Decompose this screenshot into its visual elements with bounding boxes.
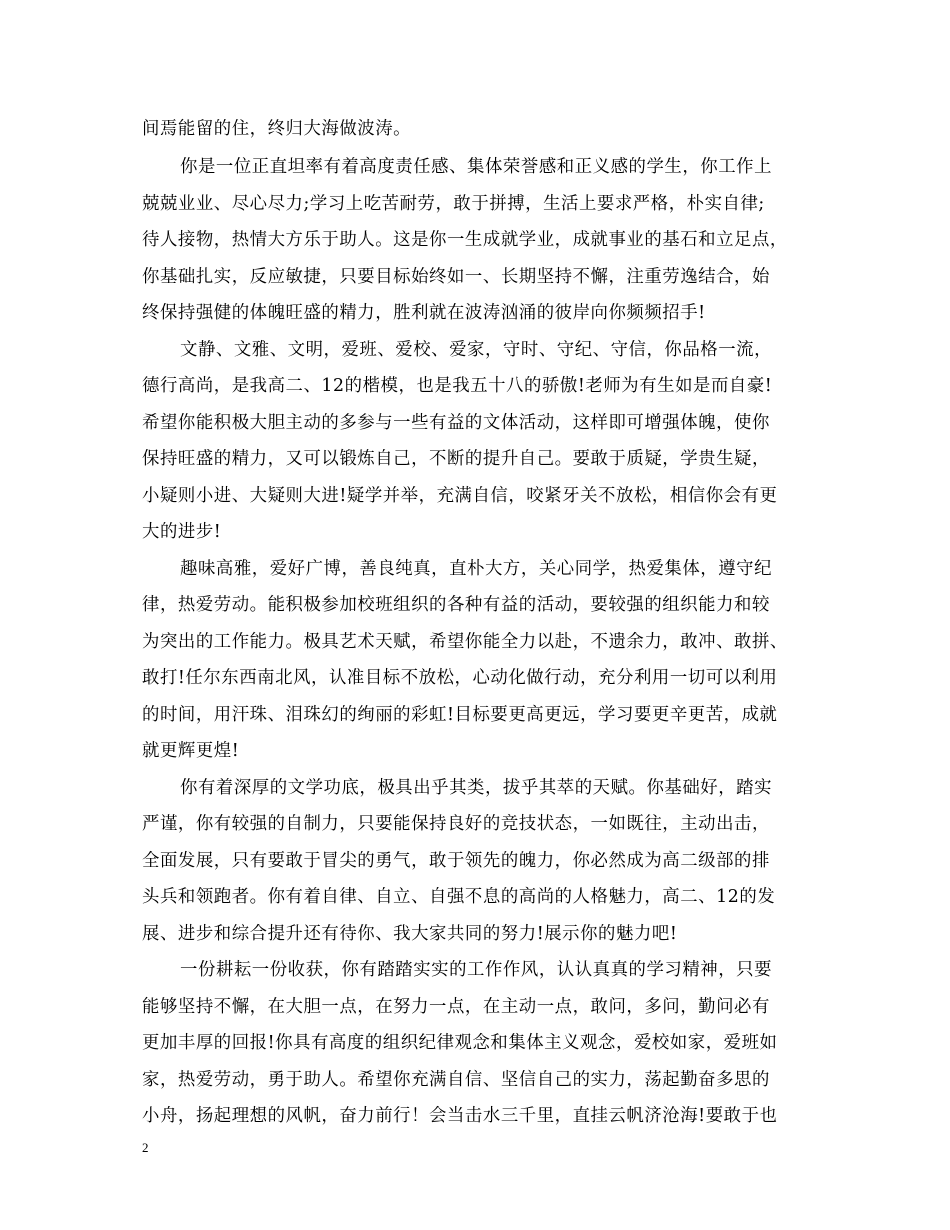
text-line: 家，热爱劳动，勇于助人。希望你充满自信、坚信自己的实力，荡起勤奋多思的	[142, 1070, 770, 1090]
paragraph-start-line: 趣味高雅，爱好广博，善良纯真，直朴大方，关心同学，热爱集体，遵守纪	[180, 559, 773, 579]
text-line: 全面发展，只有要敢于冒尖的勇气，敢于领先的魄力，你必然成为高二级部的排	[142, 851, 770, 871]
paragraph-start-line: 你有着深厚的文学功底，极具出乎其类，拔乎其萃的天赋。你基础好，踏实	[180, 778, 773, 798]
text-line: 德行高尚，是我高二、12的楷模，也是我五十八的骄傲!老师为有生如是而自豪!	[142, 376, 773, 396]
paragraph-start-line: 一份耕耘一份收获，你有踏踏实实的工作作风，认认真真的学习精神，只要	[180, 960, 773, 980]
text-line: 就更辉更煌!	[142, 741, 240, 761]
text-line: 律，热爱劳动。能积极参加校班组织的各种有益的活动，要较强的组织能力和较	[142, 595, 770, 615]
text-line: 展、进步和综合提升还有待你、我大家共同的努力!展示你的魅力吧!	[142, 924, 678, 944]
text-line: 严谨，你有较强的自制力，只要能保持良好的竞技状态，一如既往，主动出击，	[142, 814, 770, 834]
text-line: 兢兢业业、尽心尽力;学习上吃苦耐劳，敢于拼搏，生活上要求严格，朴实自律;	[142, 194, 765, 214]
text-line: 敢打!任尔东西南北风，认准目标不放松，心动化做行动，充分利用一切可以利用	[142, 668, 778, 688]
text-line: 更加丰厚的回报!你具有高度的组织纪律观念和集体主义观念，爱校如家，爱班如	[142, 1033, 778, 1053]
text-line: 小疑则小进、大疑则大进!疑学并举，充满自信，咬紧牙关不放松，相信你会有更	[142, 486, 778, 506]
text-line: 间焉能留的住，终归大海做波涛。	[142, 119, 412, 139]
text-line: 终保持强健的体魄旺盛的精力，胜利就在波涛汹涌的彼岸向你频频招手!	[142, 303, 706, 323]
text-line: 待人接物，热情大方乐于助人。这是你一生成就学业，成就事业的基石和立足点，	[142, 230, 788, 250]
text-line: 头兵和领跑者。你有着自律、自立、自强不息的高尚的人格魅力，高二、12的发	[142, 887, 776, 907]
paragraph-start-line: 文静、文雅、文明，爱班、爱校、爱家，守时、守纪、守信，你品格一流，	[180, 340, 773, 360]
text-line: 为突出的工作能力。极具艺术天赋，希望你能全力以赴，不遗余力，敢冲、敢拼、	[142, 632, 788, 652]
text-line: 能够坚持不懈，在大胆一点，在努力一点，在主动一点，敢问，多问，勤问必有	[142, 997, 770, 1017]
text-line: 你基础扎实，反应敏捷，只要目标始终如一、长期坚持不懈，注重劳逸结合，始	[142, 267, 770, 287]
text-line: 小舟，扬起理想的风帆，奋力前行！会当击水三千里，直挂云帆济沧海!要敢于也	[142, 1106, 778, 1126]
text-line: 的时间，用汗珠、泪珠幻的绚丽的彩虹!目标要更高更远，学习要更辛更苦，成就	[142, 705, 778, 725]
paragraph-start-line: 你是一位正直坦率有着高度责任感、集体荣誉感和正义感的学生，你工作上	[180, 157, 773, 177]
text-line: 保持旺盛的精力，又可以锻炼自己，不断的提升自己。要敢于质疑，学贵生疑，	[142, 449, 770, 469]
text-line: 希望你能积极大胆主动的多参与一些有益的文体活动，这样即可增强体魄，使你	[142, 413, 770, 433]
page-number: 2	[142, 1140, 149, 1155]
text-line: 大的进步!	[142, 522, 222, 542]
